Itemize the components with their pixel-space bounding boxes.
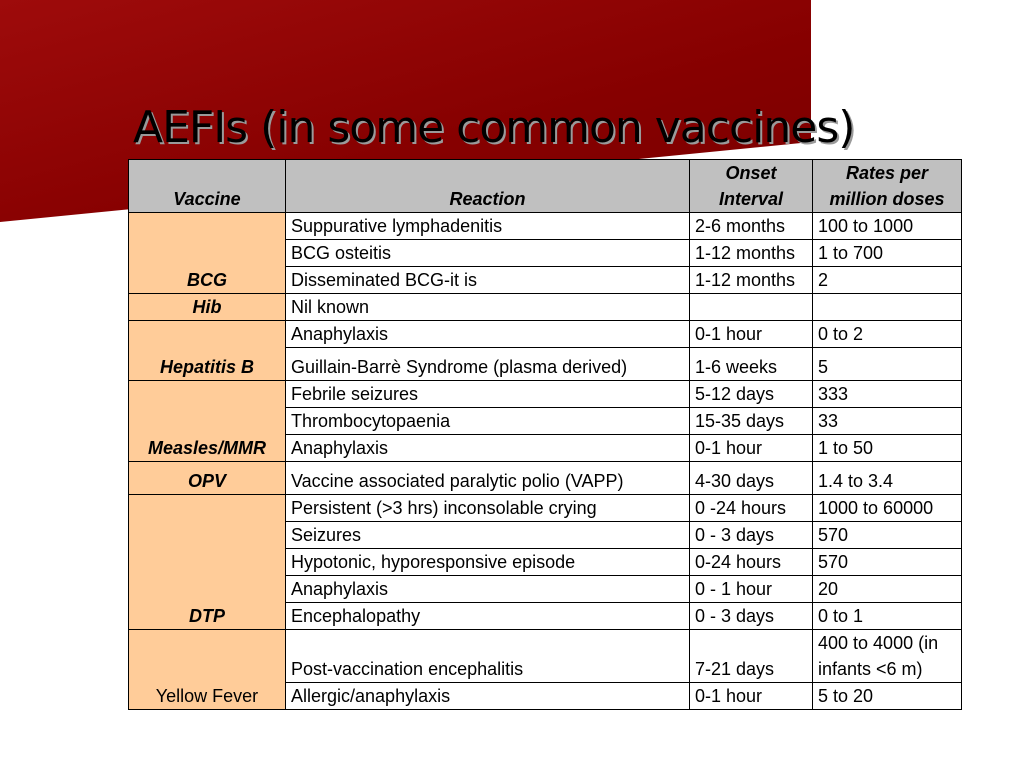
header-vaccine: Vaccine xyxy=(129,160,286,213)
table-row xyxy=(129,294,962,321)
onset-cell: 0 -24 hours xyxy=(690,495,813,522)
rate-cell: 570 xyxy=(813,549,962,576)
rate-cell: 100 to 1000 xyxy=(813,213,962,240)
reaction-cell: Vaccine associated paralytic polio (VAPP) xyxy=(286,462,690,495)
rate-cell: 0 to 2 xyxy=(813,321,962,348)
rate-cell: 1.4 to 3.4 xyxy=(813,462,962,495)
onset-cell: 4-30 days xyxy=(690,462,813,495)
aefi-table xyxy=(128,159,962,710)
table-row xyxy=(129,495,962,522)
table-row xyxy=(129,462,962,495)
vaccine-cell-bcg: BCG xyxy=(129,213,286,294)
vaccine-cell-hepatitis-b: Hepatitis B xyxy=(129,321,286,381)
onset-cell: 2-6 months xyxy=(690,213,813,240)
onset-cell: 0-24 hours xyxy=(690,549,813,576)
vaccine-cell-dtp: DTP xyxy=(129,495,286,630)
onset-cell: 0 - 3 days xyxy=(690,522,813,549)
header-rates xyxy=(813,160,962,213)
onset-cell: 0-1 hour xyxy=(690,321,813,348)
rate-cell: 1 to 50 xyxy=(813,435,962,462)
onset-cell: 0-1 hour xyxy=(690,683,813,710)
rate-cell: 2 xyxy=(813,267,962,294)
reaction-cell: Anaphylaxis xyxy=(286,435,690,462)
onset-cell: 0 - 3 days xyxy=(690,603,813,630)
vaccine-cell-opv: OPV xyxy=(129,462,286,495)
reaction-cell: Suppurative lymphadenitis xyxy=(286,213,690,240)
reaction-cell: Persistent (>3 hrs) inconsolable crying xyxy=(286,495,690,522)
rate-cell: 5 xyxy=(813,348,962,381)
reaction-cell: Febrile seizures xyxy=(286,381,690,408)
reaction-cell: Disseminated BCG-it is xyxy=(286,267,690,294)
reaction-cell: Thrombocytopaenia xyxy=(286,408,690,435)
header-rates-line1: Rates per xyxy=(845,163,929,183)
onset-cell: 1-12 months xyxy=(690,267,813,294)
rate-cell: 0 to 1 xyxy=(813,603,962,630)
reaction-cell: Anaphylaxis xyxy=(286,321,690,348)
reaction-cell: Anaphylaxis xyxy=(286,576,690,603)
rate-cell: 33 xyxy=(813,408,962,435)
vaccine-cell-hib: Hib xyxy=(129,294,286,321)
rate-cell: 570 xyxy=(813,522,962,549)
onset-cell: 0 - 1 hour xyxy=(690,576,813,603)
rate-cell: 20 xyxy=(813,576,962,603)
rate-cell: 1000 to 60000 xyxy=(813,495,962,522)
rate-cell: 1 to 700 xyxy=(813,240,962,267)
reaction-cell: Allergic/anaphylaxis xyxy=(286,683,690,710)
header-reaction: Reaction xyxy=(286,160,690,213)
header-onset-line1: Onset xyxy=(725,163,777,183)
reaction-cell: Guillain-Barrè Syndrome (plasma derived) xyxy=(286,348,690,381)
reaction-cell: BCG osteitis xyxy=(286,240,690,267)
rate-cell: 5 to 20 xyxy=(813,683,962,710)
header-rates-line2: million doses xyxy=(829,189,945,209)
onset-cell: 1-6 weeks xyxy=(690,348,813,381)
header-onset-line2: Interval xyxy=(718,189,784,209)
table-row xyxy=(129,321,962,348)
vaccine-cell-yellow-fever: Yellow Fever xyxy=(129,630,286,710)
reaction-cell: Hypotonic, hyporesponsive episode xyxy=(286,549,690,576)
onset-cell: 7-21 days xyxy=(690,630,813,683)
onset-cell: 1-12 months xyxy=(690,240,813,267)
rate-cell xyxy=(813,294,962,321)
rate-cell: 333 xyxy=(813,381,962,408)
header-onset-interval xyxy=(690,160,813,213)
onset-cell xyxy=(690,294,813,321)
onset-cell: 15-35 days xyxy=(690,408,813,435)
reaction-cell: Post-vaccination encephalitis xyxy=(286,630,690,683)
table-row xyxy=(129,213,962,240)
table-row xyxy=(129,630,962,683)
reaction-cell: Nil known xyxy=(286,294,690,321)
vaccine-cell-measles-mmr: Measles/MMR xyxy=(129,381,286,462)
rate-cell: 400 to 4000 (in infants <6 m) xyxy=(813,630,962,683)
table-header-row xyxy=(129,160,962,213)
reaction-cell: Seizures xyxy=(286,522,690,549)
slide-title: AEFIs (in some common vaccines) xyxy=(133,102,855,153)
reaction-cell: Encephalopathy xyxy=(286,603,690,630)
table-row xyxy=(129,381,962,408)
onset-cell: 0-1 hour xyxy=(690,435,813,462)
onset-cell: 5-12 days xyxy=(690,381,813,408)
